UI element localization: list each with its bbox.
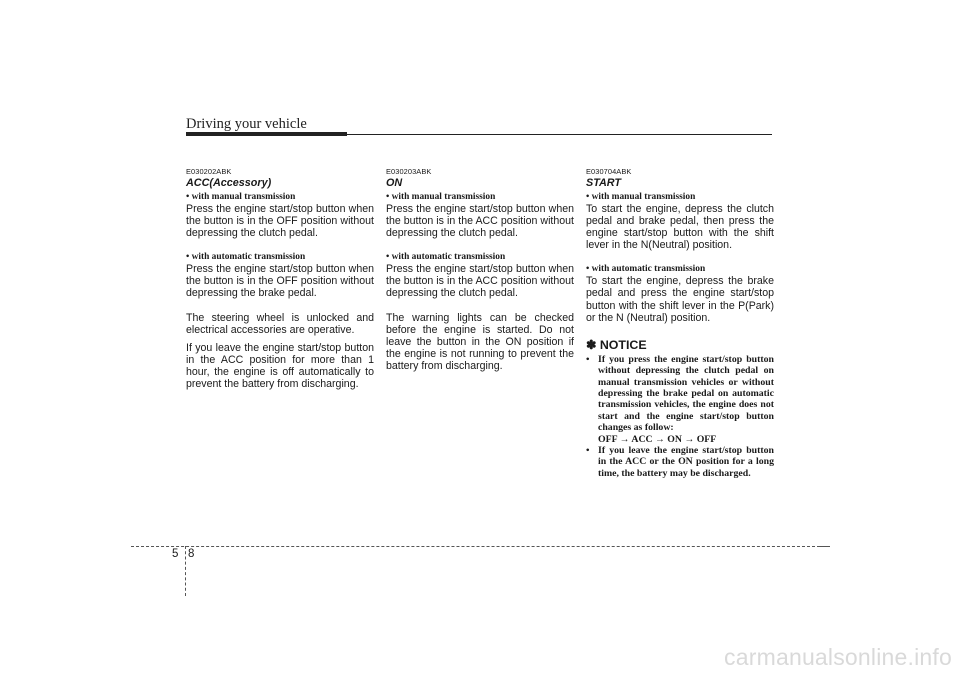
section-heading: ACC(Accessory) <box>186 177 272 189</box>
paragraph: Press the engine start/stop button when the button is in the ACC position without depressing the clutch pedal. <box>386 203 574 240</box>
bullet-icon: • <box>586 353 590 365</box>
subheading-automatic: • with automatic transmission <box>586 264 706 275</box>
paragraph: Press the engine start/stop button when the button is in the OFF position without depressing the brake pedal. <box>186 263 374 300</box>
section-code: E030202ABK <box>186 167 232 176</box>
subheading-manual: • with manual transmission <box>386 192 496 202</box>
page-number: 8 <box>188 548 195 560</box>
paragraph: To start the engine, depress the brake pedal and press the engine start/stop button with the shift lever in the P(Park) or the N (Neutral) position. <box>586 275 774 324</box>
paragraph: To start the engine, depress the clutch pedal and brake pedal, then press the engine start/stop button with the shift lever in the N(Neutral) position. <box>586 203 774 252</box>
section-heading: START <box>586 177 621 189</box>
header-rule <box>347 134 772 135</box>
section-code: E030203ABK <box>386 167 432 176</box>
header-bar <box>186 132 347 136</box>
bullet-icon: • <box>586 445 590 456</box>
mode-sequence: OFF → ACC → ON → OFF <box>598 433 717 445</box>
paragraph: Press the engine start/stop button when the button is in the OFF position without depressing the clutch pedal. <box>186 203 374 240</box>
section-heading: ON <box>386 177 403 189</box>
column-on <box>386 167 574 372</box>
subheading-automatic: • with automatic transmission <box>386 252 506 263</box>
notice-item <box>586 445 774 479</box>
paragraph: Press the engine start/stop button when the button is in the ACC position without depressing the clutch pedal. <box>386 263 574 300</box>
subheading-manual: • with manual transmission <box>586 192 696 202</box>
notice-item <box>586 354 774 445</box>
notice-text: If you press the engine start/stop button without depressing the clutch pedal on manual transmission vehicles or without depressing the brake pedal on automatic transmission vehicles, the engine does not start and the engine start/stop button changes as follow: <box>598 353 774 434</box>
notice-title: ✽ NOTICE <box>586 337 647 352</box>
footer-divider <box>185 546 186 596</box>
subheading-automatic: • with automatic transmission <box>186 252 306 263</box>
chapter-number: 5 <box>172 548 179 560</box>
subheading-manual: • with manual transmission <box>186 192 296 202</box>
notice-text: If you leave the engine start/stop button in the ACC or the ON position for a long time, the battery may be discharged. <box>598 445 774 479</box>
notice-list <box>586 354 774 479</box>
paragraph: If you leave the engine start/stop button in the ACC position for more than 1 hour, the engine is off automatically to prevent the battery from discharging. <box>186 341 374 391</box>
paragraph: The warning lights can be checked before the engine is started. Do not leave the button in the ON position if the engine is not running to prevent the battery from discharging. <box>386 311 574 372</box>
paragraph: The steering wheel is unlocked and electrical accessories are operative. <box>186 311 374 336</box>
column-start <box>586 167 774 479</box>
footer-rule <box>131 546 820 547</box>
watermark: carmanualsonline.info <box>724 644 952 670</box>
section-code: E030704ABK <box>586 167 632 176</box>
section-title: Driving your vehicle <box>186 116 307 132</box>
footer-rule-end <box>820 546 830 547</box>
column-acc <box>186 167 374 390</box>
